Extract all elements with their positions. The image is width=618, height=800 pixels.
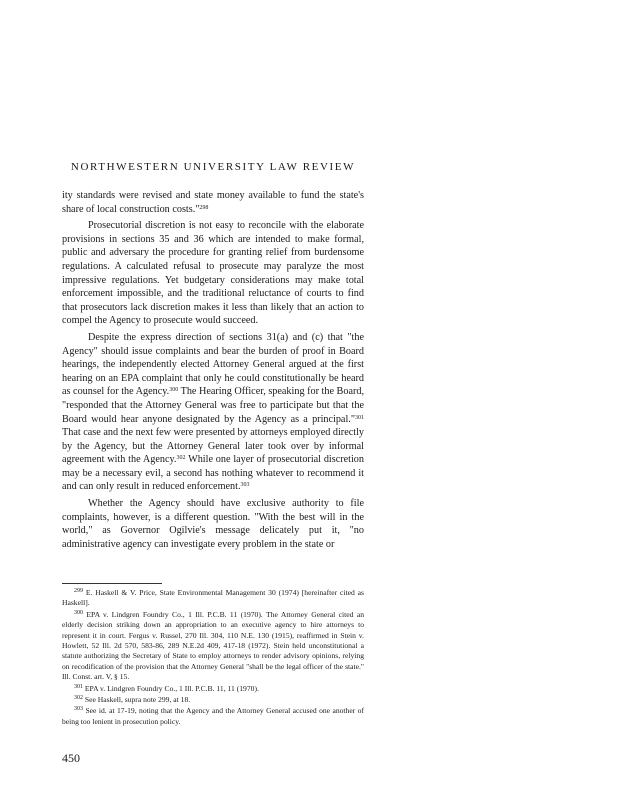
paragraph bbox=[62, 219, 364, 328]
paragraph-text: Prosecutorial discretion is not easy to reconcile with the elaborate provisions in sections 35 and 36 which are intended to make formal, public and adversary the procedure for granting relief from burdensome regulations. A calculated refusal to prosecute may paralyze the most impressive regulations. Yet budgetary considerations may make total enforcement impossible, and the traditional reluctance of courts to find that prosecutors lack discretion makes it less than likely that an action to compel the Agency to prosecute would succeed. bbox=[62, 220, 364, 327]
footnote-text: EPA v. Lindgren Foundry Co., 1 Ill. P.C.B. 11 (1970). The Attorney General cited an elderly decision striking down an appropriation to an executive agency to hire attorneys to represent it in court. Fergus v. Russel, 270 Ill. 304, 110 N.E. 130 (1915), reaffirmed in Stein v. Howlett, 52 Ill. 2d 570, 583-86, 289 N.E.2d 409, 417-18 (1972). Stein held unconstitutional a statute authorizing the Secretary of State to employ attorneys to render advisory opinions, relying on recodification of the provision that the Attorney General "shall be the legal officer of the state." Ill. Const. art. V, § 15. bbox=[62, 609, 364, 682]
footnote-ref: 298 bbox=[199, 204, 209, 211]
footnote-ref: 300 bbox=[169, 387, 179, 394]
footnote-text: E. Haskell & V. Price, State Environmental Management 30 (1974) [hereinafter cited as Haskell]. bbox=[62, 588, 364, 608]
footnote bbox=[62, 695, 364, 705]
footnote-ref: 301 bbox=[355, 414, 364, 421]
paragraph bbox=[62, 497, 364, 551]
footnote-number: 299 bbox=[74, 588, 83, 594]
footnote bbox=[62, 706, 364, 727]
paragraph-text: That case and the next few were presented by attorneys employed directly by the Agency, but the Attorney General later took over by informal agreement with the Agency. bbox=[62, 427, 364, 466]
footnote-ref: 303 bbox=[240, 482, 250, 489]
running-title: NORTHWESTERN UNIVERSITY LAW REVIEW bbox=[70, 161, 356, 173]
footnote-divider bbox=[62, 583, 162, 584]
footnote bbox=[62, 588, 364, 609]
article-body bbox=[62, 189, 364, 554]
footnote-text: See id. at 17-19, noting that the Agency and the Attorney General accused one another of being too lenient in prosecution policy. bbox=[62, 706, 364, 726]
footnote-number: 300 bbox=[74, 609, 83, 616]
footnotes bbox=[62, 588, 364, 728]
paragraph bbox=[62, 189, 364, 216]
footnote bbox=[62, 610, 364, 683]
footnote-text: EPA v. Lindgren Foundry Co., 1 Ill. P.C.B. 11, 11 (1970). bbox=[84, 683, 259, 693]
paragraph-text: While one layer of prosecutorial discretion may be a necessary evil, a second has nothing whatever to recommend it and can only result in reduced enforcement. bbox=[62, 454, 364, 493]
footnote-number: 302 bbox=[74, 695, 83, 702]
paragraph-text: The Hearing Officer, speaking for the Board, "responded that the Attorney General was free to participate but that the Board would hear anyone designated by the Agency as a principal." bbox=[62, 386, 365, 425]
footnote bbox=[62, 684, 364, 694]
paragraph-text: Despite the express direction of sections 31(a) and (c) that "the Agency" should issue complaints and bear the burden of proof in Board hearings, the independently elected Attorney General argued at the first hearing on an EPA complaint that only he could constitutionally be heard as counsel for the Agency. bbox=[62, 331, 364, 398]
paragraph-text: Whether the Agency should have exclusive authority to file complaints, however, is a different question. "With the best will in the world," as Governor Ogilvie's message delicately put it, "no administrative agency can investigate every problem in the state or bbox=[62, 498, 364, 550]
paragraph-text: ity standards were revised and state money available to fund the state's share of local construction costs." bbox=[62, 190, 364, 215]
footnote-number: 301 bbox=[74, 683, 83, 690]
footnote-ref: 302 bbox=[176, 455, 186, 462]
page-number: 450 bbox=[62, 751, 80, 765]
footnote-number: 303 bbox=[74, 706, 83, 713]
paragraph bbox=[62, 331, 364, 494]
footnote-text: See Haskell, supra note 299, at 18. bbox=[84, 695, 191, 705]
